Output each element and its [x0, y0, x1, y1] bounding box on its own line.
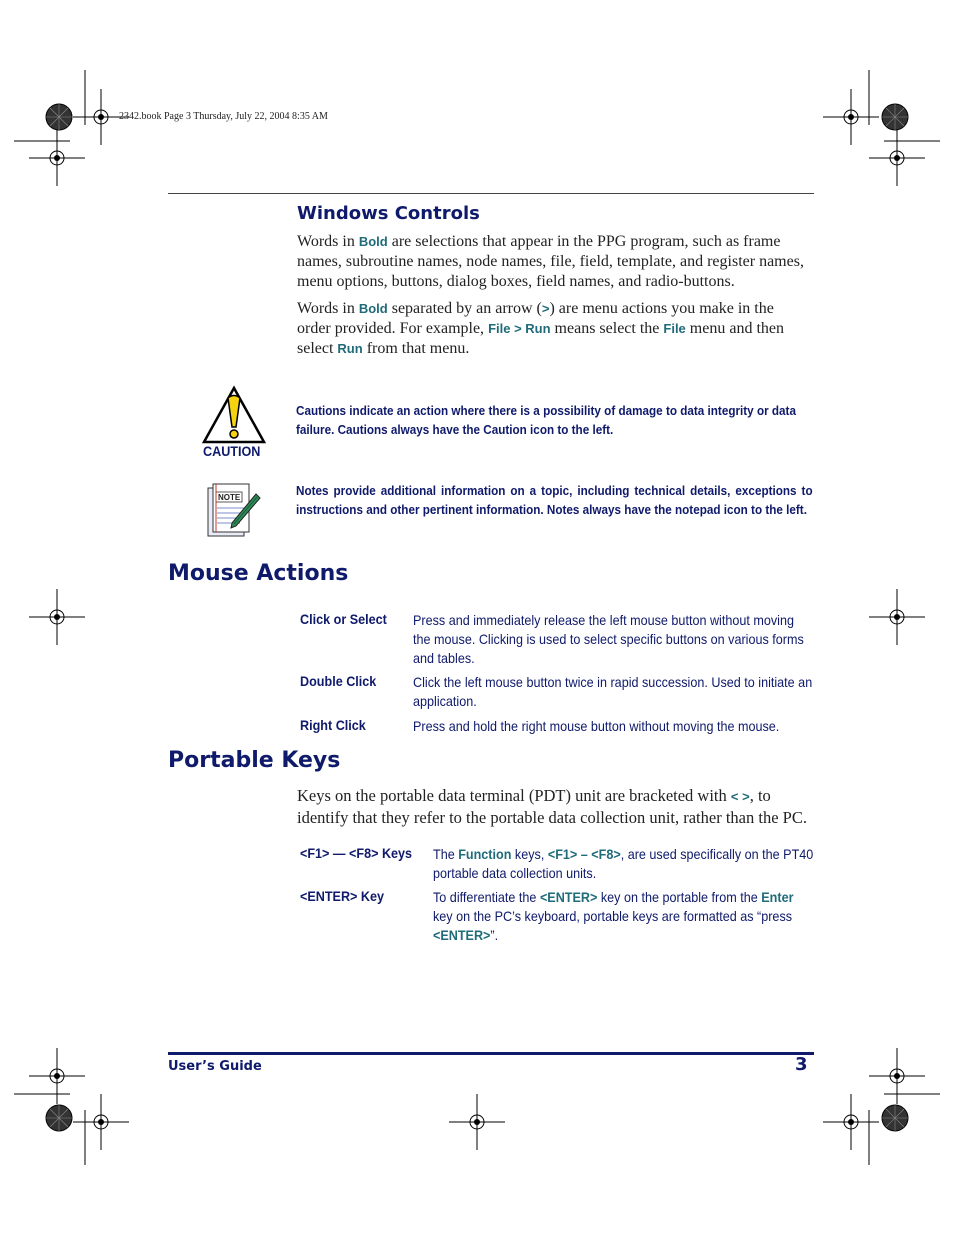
term-f1-f8-keys: <F1> — <F8> Keys — [300, 845, 413, 861]
note-icon-label: NOTE — [218, 493, 241, 502]
section-heading-portable-keys: Portable Keys — [168, 748, 341, 773]
note-text: Notes provide additional information on a topic, including technical details, exceptions to instructions and other pertinent information. Notes always have the notepad icon to the left. — [296, 483, 813, 517]
def-f1-f8-keys: The Function keys, <F1> – <F8>, are used specifically on the PT40 portable data collection units. — [433, 846, 814, 881]
section-heading-mouse-actions: Mouse Actions — [168, 561, 349, 586]
term-double-click: Double Click — [300, 673, 377, 689]
portable-keys-intro: Keys on the portable data terminal (PDT) unit are bracketed with < >, to identify that they refer to the portable data collection unit, rather than the PC. — [297, 786, 807, 827]
notepad-icon — [204, 480, 264, 538]
section-heading-windows-controls: Windows Controls — [297, 203, 480, 224]
windows-controls-paragraph-1: Words in Bold are selections that appear in the PPG program, such as frame names, subroutine names, node names, file, field, template, and register names, menu options, buttons, dialog boxes, field names, and radio-buttons. — [297, 233, 804, 290]
top-rule — [168, 193, 814, 194]
caution-icon — [201, 385, 267, 445]
caution-text: Cautions indicate an action where there is a possibility of damage to data integrity or data failure. Cautions always have the Caution icon to the left. — [296, 403, 796, 437]
def-double-click: Click the left mouse button twice in rapid succession. Used to initiate an application. — [413, 674, 813, 709]
bold-sample: Bold — [358, 234, 388, 249]
footer-rule — [168, 1052, 814, 1055]
windows-controls-paragraph-2: Words in Bold separated by an arrow (>) are menu actions you make in the order provided. For example, File > Run means select the File menu and then select Run from that menu. — [297, 300, 784, 357]
term-enter-key: <ENTER> Key — [300, 888, 385, 904]
term-right-click: Right Click — [300, 717, 366, 733]
def-click-or-select: Press and immediately release the left mouse button without moving the mouse. Clicking is used to select specific buttons on various forms and tables. — [413, 612, 804, 666]
footer-label: User’s Guide — [168, 1059, 262, 1074]
def-enter-key: To differentiate the <ENTER> key on the portable from the Enter key on the PC’s keyboard, portable keys are formatted as “press <ENTER>”. — [433, 889, 794, 943]
caution-icon-label: CAUTION — [203, 443, 261, 459]
term-click-or-select: Click or Select — [300, 611, 387, 627]
def-right-click: Press and hold the right mouse button without moving the mouse. — [413, 718, 780, 734]
page-number: 3 — [795, 1054, 808, 1075]
book-stamp: 2342.book Page 3 Thursday, July 22, 2004 8:35 AM — [119, 111, 328, 122]
